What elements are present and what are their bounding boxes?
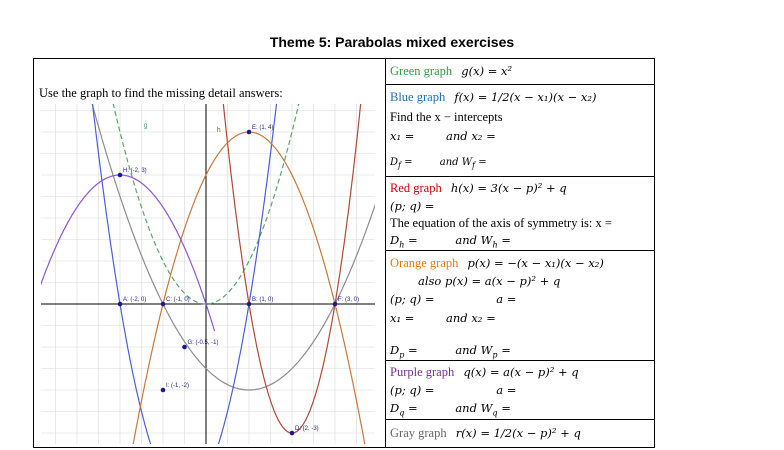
red-domain: $D_h$ = [390, 233, 418, 250]
point-label-h: H: (-2, 3) [123, 168, 147, 174]
page-title: Theme 5: Parabolas mixed exercises [269, 34, 515, 50]
point-h [118, 173, 123, 178]
red-graph-formula: h(x) = 3(x − p)² + q [450, 181, 567, 195]
gray-formula-post: (x − p)² + q [512, 426, 581, 440]
purple-graph-cell [386, 361, 655, 420]
point-label-i: I: (-1, -2) [166, 383, 190, 389]
instruction-text: Use the graph to find the missing detail answers: [39, 86, 283, 100]
orange-x2: and x₂ = [446, 311, 496, 325]
gray-formula-pre: r(x) = [455, 426, 494, 440]
point-label-b: B: (1, 0) [252, 297, 274, 303]
curve-label-g: g [143, 122, 148, 130]
point-f [333, 302, 338, 307]
orange-vertex-form: also p(x) = a(x − p)² + q [418, 274, 561, 288]
point-d [290, 431, 295, 436]
purple-graph-formula: q(x) = a(x − p)² + q [463, 365, 579, 379]
red-graph-label: Red graph [390, 181, 442, 195]
purple-graph-label: Purple graph [390, 365, 455, 379]
orange-graph-label: Orange graph [390, 256, 459, 270]
gray-graph-label: Gray graph [390, 426, 447, 440]
red-pq: (p; q) = [390, 199, 435, 213]
point-label-c: C: (-1, 0) [166, 297, 190, 303]
red-graph-cell [386, 177, 655, 251]
purple-parabola [41, 175, 215, 331]
orange-domain: $D_p$ = [390, 343, 418, 360]
blue-range: and $W_f$ = [439, 157, 487, 170]
parabola-graph [41, 104, 375, 444]
blue-formula-pre: f(x) = [454, 90, 491, 104]
green-graph-cell [386, 58, 655, 85]
purple-range: and $W_q$ = [455, 401, 511, 418]
orange-graph-formula: p(x) = −(x − x₁)(x − x₂) [467, 256, 604, 270]
blue-graph-cell [386, 85, 655, 177]
blue-formula-half: 1/2 [491, 90, 510, 104]
green-graph-label: Green graph [390, 64, 453, 78]
point-label-a: A: (-2, 0) [123, 297, 147, 303]
blue-formula-post: (x − x₁)(x − x₂) [509, 90, 597, 104]
purple-domain: $D_q$ = [390, 401, 418, 418]
point-e [247, 130, 252, 135]
red-range: and $W_h$ = [455, 233, 511, 250]
purple-a: a = [496, 383, 517, 397]
graph-panel [33, 58, 385, 448]
point-g [182, 345, 187, 350]
orange-graph-cell [386, 251, 655, 361]
purple-pq: (p; q) = [390, 383, 435, 397]
point-b [247, 302, 252, 307]
gray-graph-cell [386, 420, 655, 450]
blue-domain: $D_f$ = [390, 157, 413, 170]
blue-find-text: Find the x − intercepts [390, 110, 503, 124]
blue-x1: x₁ = [390, 129, 415, 143]
point-i [161, 388, 166, 393]
orange-x1: x₁ = [390, 311, 415, 325]
blue-x2: and x₂ = [446, 129, 496, 143]
point-a [118, 302, 123, 307]
point-label-g: G: (-0.5, -1) [187, 340, 219, 346]
point-c [161, 302, 166, 307]
point-label-e: E: (1, 4) [252, 125, 274, 131]
orange-a: a = [496, 292, 517, 306]
curve-label-h: h [216, 127, 221, 134]
gray-formula-half: 1/2 [493, 426, 513, 440]
point-label-f: F: (3, 0) [338, 297, 360, 303]
orange-range: and $W_p$ = [455, 343, 511, 360]
blue-graph-label: Blue graph [390, 90, 446, 104]
graph-svg [41, 104, 375, 444]
green-graph-formula: g(x) = x² [461, 64, 513, 78]
point-label-d: D: (2, -3) [295, 426, 319, 432]
red-axis-text: The equation of the axis of symmetry is: x = [390, 216, 612, 230]
orange-pq: (p; q) = [390, 292, 435, 306]
